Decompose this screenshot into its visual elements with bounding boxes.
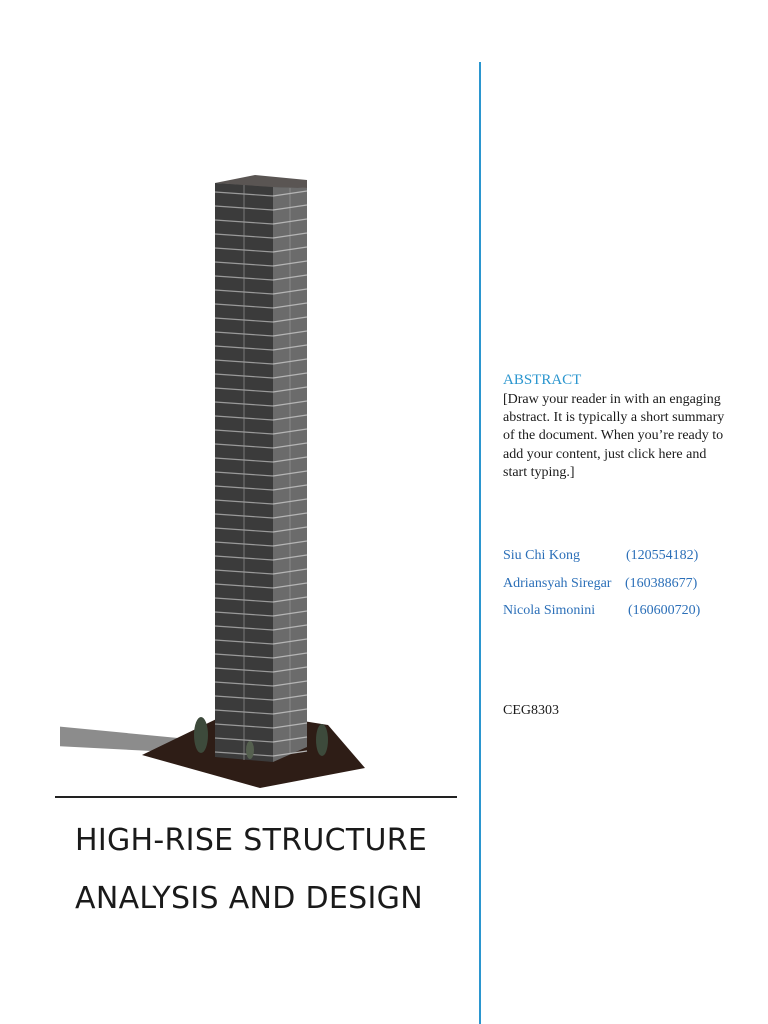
- author-name: Adriansyah Siregar: [503, 575, 612, 591]
- author-name: Siu Chi Kong: [503, 548, 581, 563]
- author-row: [503, 548, 743, 576]
- author-student-id: (160388677): [625, 575, 698, 591]
- abstract-heading: ABSTRACT: [503, 372, 582, 388]
- author-student-id: (120554182): [626, 548, 699, 563]
- title-divider: [55, 796, 457, 798]
- author-list: [503, 548, 743, 631]
- document-title: [75, 812, 465, 928]
- abstract-body[interactable]: [Draw your reader in with an engaging abstract. It is typically a short summary of the document. When you’re ready to add your content, just click here and start typing.]: [503, 392, 725, 480]
- author-row: [503, 576, 743, 604]
- column-divider: [479, 62, 481, 1024]
- title-line-1: HIGH-RISE STRUCTURE: [75, 823, 428, 858]
- author-row: [503, 603, 743, 631]
- high-rise-building-icon: [60, 140, 400, 790]
- building-render-image: [60, 140, 400, 790]
- tower-body: [215, 175, 307, 762]
- course-code: CEG8303: [503, 703, 559, 718]
- author-student-id: (160600720): [628, 603, 701, 618]
- title-line-2: ANALYSIS AND DESIGN: [75, 881, 423, 916]
- author-name: Nicola Simonini: [503, 603, 596, 618]
